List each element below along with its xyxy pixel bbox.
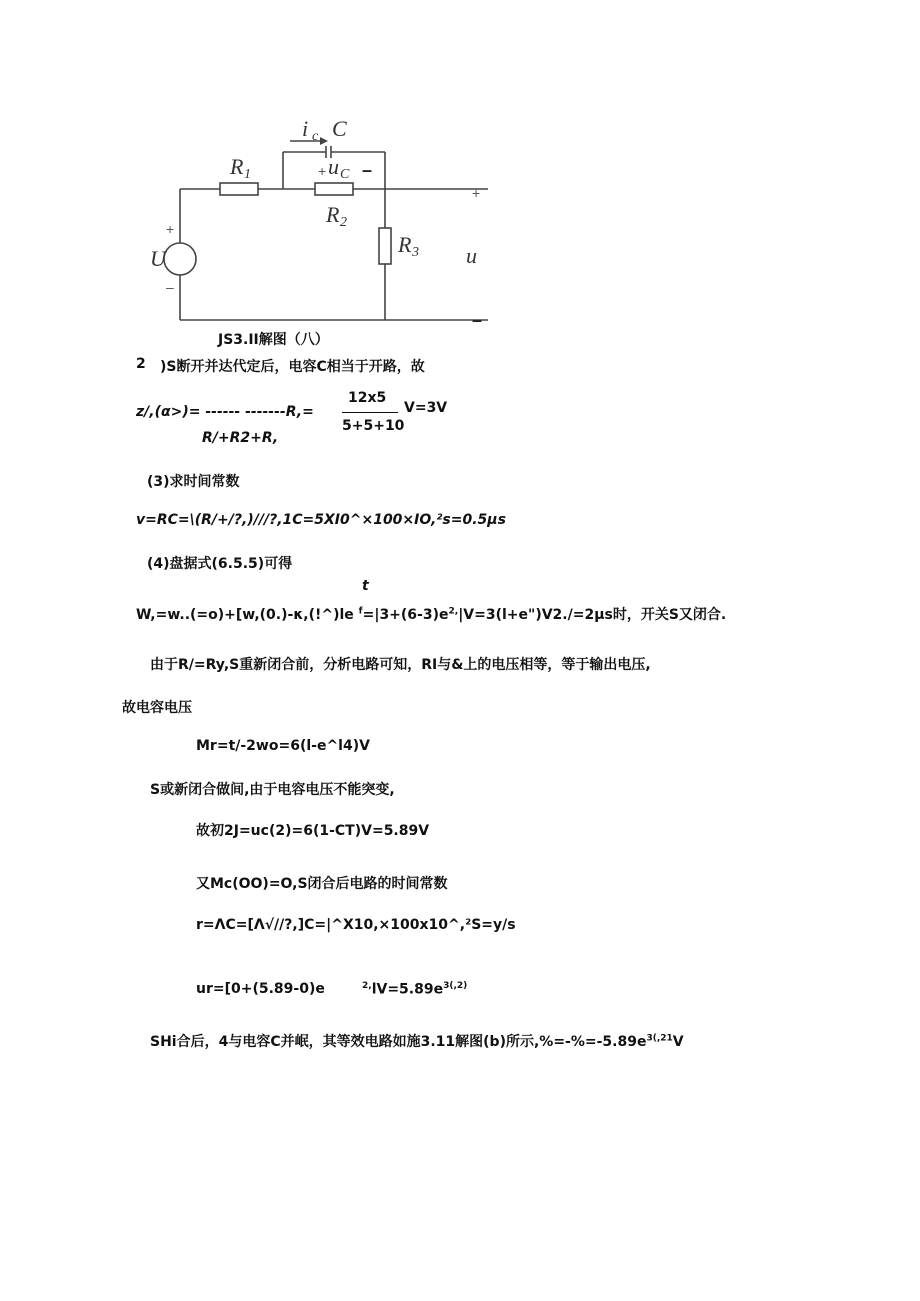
response-formula-mid: lV=5.89e bbox=[371, 981, 444, 998]
response-formula-b bbox=[362, 981, 467, 998]
svg-text:–: – bbox=[472, 310, 483, 330]
voltage-source bbox=[164, 243, 196, 275]
final-paragraph-sup: 3(,21 bbox=[646, 1033, 673, 1044]
switching-formula-sup: 2, bbox=[448, 606, 459, 617]
final-paragraph-unit: V bbox=[672, 1034, 684, 1050]
final-paragraph bbox=[150, 1031, 684, 1051]
svg-text:c: c bbox=[312, 129, 319, 144]
fraction-bar bbox=[342, 412, 398, 413]
svg-text:u: u bbox=[466, 243, 477, 268]
switching-formula-part-b: =|3+(6-3)e bbox=[362, 607, 449, 623]
step-2-text: )S断开并达代定后，电容C相当于开路，故 bbox=[160, 359, 425, 375]
formula-steady-voltage: z/,(α>)= ------ -------R,= bbox=[136, 404, 314, 420]
final-paragraph-text: SHi合后，4与电容C并岷，其等效电路如施3.11解图(b)所示,%=-%=-5.89e bbox=[150, 1034, 647, 1050]
switching-formula-sup-f: f bbox=[358, 606, 363, 617]
circuit-diagram bbox=[140, 110, 500, 330]
svg-text:C: C bbox=[332, 116, 347, 141]
switching-formula-part-a: W,=w..(=o)+[w,(0.)-κ,(!^)le bbox=[136, 607, 359, 623]
step-4-heading: (4)盘据式(6.5.5)可得 bbox=[147, 556, 293, 572]
svg-text:–: – bbox=[362, 160, 373, 180]
step-3-heading: (3)求时间常数 bbox=[147, 474, 240, 490]
resistor-r1 bbox=[220, 183, 258, 195]
formula-denominator: R/+R2+R, bbox=[202, 430, 279, 446]
svg-text:–: – bbox=[166, 279, 174, 295]
switching-formula-part-c: |V=3(l+e")V2./=2μs时，开关S又闭合. bbox=[458, 607, 727, 623]
switching-formula bbox=[136, 604, 726, 624]
svg-text:3: 3 bbox=[412, 245, 419, 260]
svg-text:R: R bbox=[326, 202, 340, 227]
svg-text:C: C bbox=[340, 167, 350, 182]
current-arrow-icon bbox=[320, 137, 328, 145]
capacitor-voltage-formula: Mr=t/-2wo=6(l-e^l4)V bbox=[196, 738, 370, 754]
response-formula-sup: 2, bbox=[362, 981, 372, 991]
svg-text:1: 1 bbox=[244, 167, 251, 182]
final-value-text: 又Mc(OO)=O,S闭合后电路的时间常数 bbox=[196, 876, 448, 892]
switch-reclose-text: S或新闭合做间,由于电容电压不能突变, bbox=[150, 782, 395, 798]
new-time-constant-formula: r=ΛC=[Λ√//?,]C=|^X10,×100x10^,²S=y/s bbox=[196, 917, 516, 933]
svg-text:+: + bbox=[318, 163, 327, 179]
formula-result: V=3V bbox=[404, 400, 448, 416]
step-2-number: 2 bbox=[136, 356, 146, 372]
svg-text:U: U bbox=[150, 246, 166, 271]
analysis-paragraph: 由于R/=Ry,S重新闭合前，分析电路可知，RI与&上的电压相等，等于输出电压, bbox=[150, 657, 651, 673]
fraction-numerator: 12x5 bbox=[348, 390, 387, 406]
svg-text:2: 2 bbox=[340, 215, 347, 230]
response-formula-sup2: 3(,2) bbox=[443, 981, 468, 991]
figure-caption: JS3.II解图（八） bbox=[218, 332, 329, 348]
svg-text:+: + bbox=[472, 185, 481, 201]
svg-text:i: i bbox=[302, 116, 309, 141]
svg-text:u: u bbox=[328, 154, 339, 179]
fraction-denominator: 5+5+10 bbox=[342, 418, 405, 432]
resistor-r2 bbox=[315, 183, 353, 195]
resistor-r3 bbox=[379, 228, 391, 264]
response-formula-a: ur=[0+(5.89-0)e bbox=[196, 981, 325, 997]
formula-t-label: t bbox=[362, 578, 369, 594]
initial-value-formula: 故初2J=uc(2)=6(1-CT)V=5.89V bbox=[196, 823, 430, 839]
capacitor-voltage-heading: 故电容电压 bbox=[122, 700, 192, 716]
time-constant-formula: v=RC=\(R/+/?,)///?,1C=5XI0^×100×IO,²s=0.5μs bbox=[136, 512, 506, 528]
svg-text:R: R bbox=[230, 154, 244, 179]
svg-text:R: R bbox=[398, 232, 412, 257]
svg-text:+: + bbox=[166, 221, 175, 237]
